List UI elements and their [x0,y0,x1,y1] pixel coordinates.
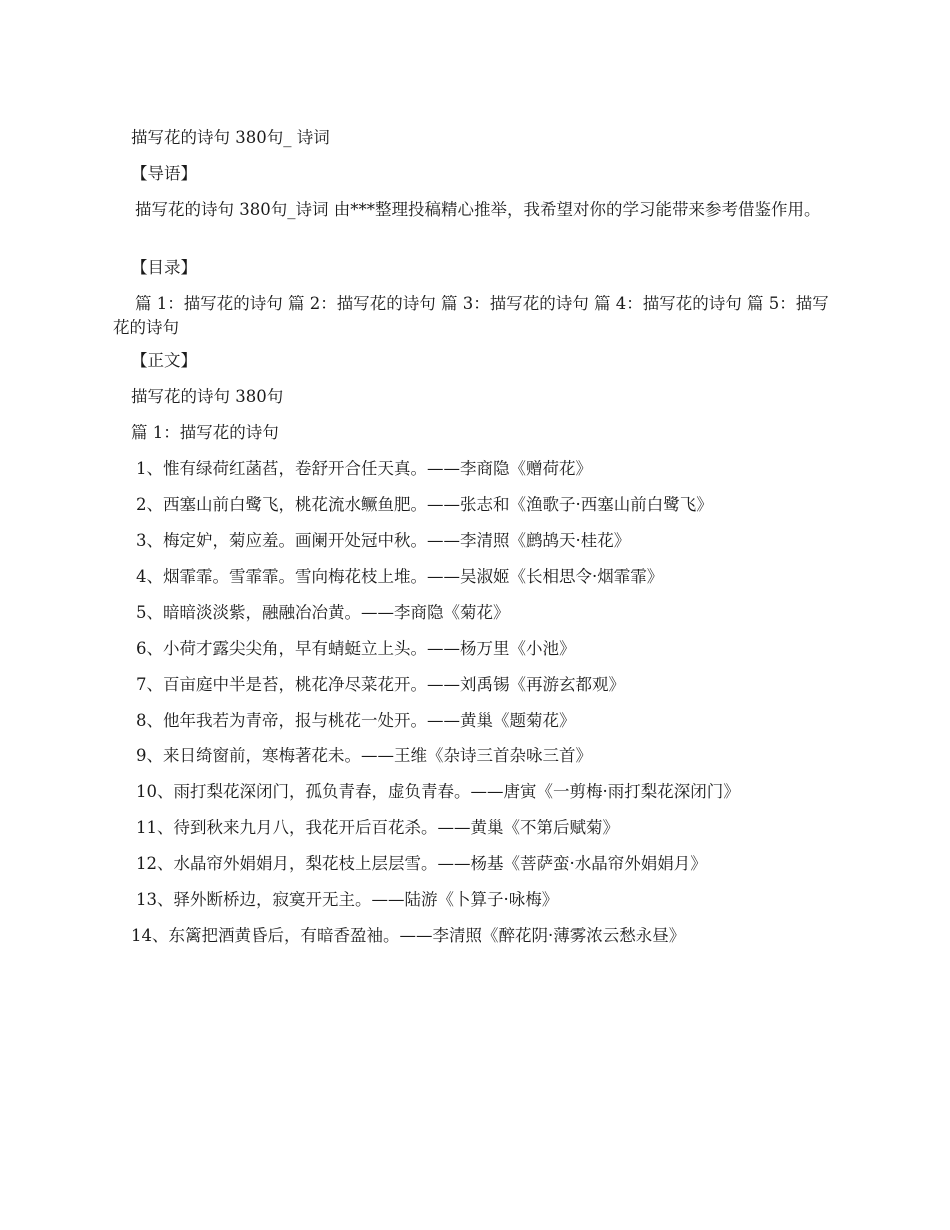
chapter-heading: 篇 1：描写花的诗句 [131,423,279,442]
toc-heading: 【目录】 [131,258,197,277]
poem-line: 12、水晶帘外娟娟月，梨花枝上层层雪。——杨基《菩萨蛮·水晶帘外娟娟月》 [136,854,707,873]
body-heading: 【正文】 [131,351,197,370]
document-title: 描写花的诗句 380句_ 诗词 [131,128,330,147]
poem-line: 14、东篱把酒黄昏后，有暗香盈袖。——李清照《醉花阴·薄雾浓云愁永昼》 [131,926,686,945]
poem-line: 11、待到秋来九月八，我花开后百花杀。——黄巢《不第后赋菊》 [136,818,619,837]
poem-line: 10、雨打梨花深闭门，孤负青春，虚负青春。——唐寅《一剪梅·雨打梨花深闭门》 [136,782,740,801]
poem-line: 5、暗暗淡淡紫，融融冶冶黄。——李商隐《菊花》 [136,603,510,622]
poem-line: 13、驿外断桥边，寂寞开无主。——陆游《卜算子·咏梅》 [136,890,559,909]
poem-line: 6、小荷才露尖尖角，早有蜻蜓立上头。——杨万里《小池》 [136,639,576,658]
poem-line: 8、他年我若为青帝，报与桃花一处开。——黄巢《题菊花》 [136,711,576,730]
subtitle: 描写花的诗句 380句 [131,387,284,406]
poem-line: 9、来日绮窗前，寒梅著花未。——王维《杂诗三首杂咏三首》 [136,746,592,765]
toc-text: 篇 1：描写花的诗句 篇 2：描写花的诗句 篇 3：描写花的诗句 篇 4：描写花的诗句 篇 5：描写花的诗句 [113,294,829,337]
toc-paragraph [113,292,829,340]
intro-paragraph [113,198,829,222]
poem-line: 7、百亩庭中半是苔，桃花净尽菜花开。——刘禹锡《再游玄都观》 [136,675,625,694]
poem-line: 4、烟霏霏。雪霏霏。雪向梅花枝上堆。——吴淑姬《长相思令·烟霏霏》 [136,567,664,586]
poem-line: 3、梅定妒，菊应羞。画阑开处冠中秋。——李清照《鹧鸪天·桂花》 [136,531,631,550]
intro-heading: 【导语】 [131,164,197,183]
intro-text: 描写花的诗句 380句_诗词 由***整理投稿精心推举，我希望对你的学习能带来参考借鉴作用。 [135,200,821,219]
poem-line: 2、西塞山前白鹭飞，桃花流水鳜鱼肥。——张志和《渔歌子·西塞山前白鹭飞》 [136,495,713,514]
poem-line: 1、惟有绿荷红菡萏，卷舒开合任天真。——李商隐《赠荷花》 [136,459,592,478]
